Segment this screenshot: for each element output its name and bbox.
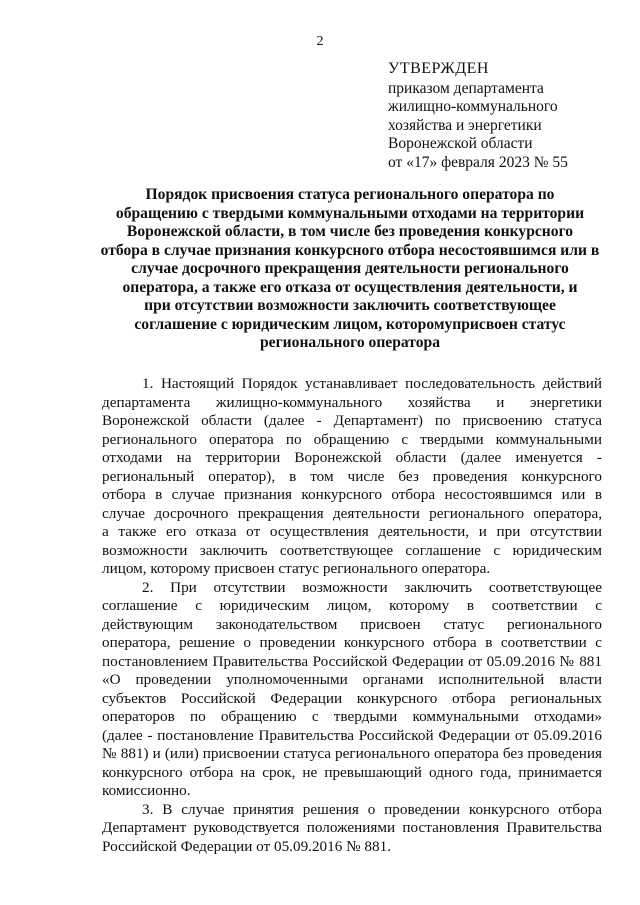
approval-line: жилищно-коммунального xyxy=(388,98,558,115)
text-line: оператора, решение о проведении конкурсного отбора в соответствии с xyxy=(102,634,602,651)
title-line: регионального оператора xyxy=(259,334,441,351)
text-line: действующим законодательством присвоен статус регионального xyxy=(102,615,602,633)
text-line: субъектов Российской Федерации конкурсного отбора региональных xyxy=(102,689,602,707)
paragraph-3 xyxy=(102,801,602,857)
title-line: Порядок присвоения статуса регионального оператора по xyxy=(145,186,555,203)
text-line: соглашение с юридическим лицом, которому в соответствии с xyxy=(102,597,602,614)
page-number: 2 xyxy=(316,34,324,49)
text-line: Российской Федерации от 05.09.2016 № 881. xyxy=(102,837,391,855)
text-line: 3. В случае принятия решения о проведении конкурсного отбора xyxy=(142,800,602,818)
text-line: 2. При отсутствии возможности заключить соответствующее xyxy=(142,578,602,596)
approval-title: УТВЕРЖДЕН xyxy=(388,60,489,77)
title-line: отбора в случае признания конкурсного отбора несостоявшимся или в xyxy=(100,241,600,259)
title-line: соглашение с юридическим лицом, которомуприсвоен статус xyxy=(134,315,566,333)
title-line: при отсутствии возможности заключить соответствующее xyxy=(144,297,556,314)
text-line: лицом, которому присвоен статус регионального оператора. xyxy=(102,560,491,577)
text-line: случае досрочного прекращения деятельности регионального оператора, xyxy=(102,504,602,522)
text-line: (далее - постановление Правительства Российской Федерации от 05.09.2016 xyxy=(102,726,602,744)
text-line: возможности заключить соответствующее соглашение с юридическим xyxy=(102,541,602,559)
document-body xyxy=(102,375,602,856)
text-line: а также его отказа от осуществления деятельности, и при отсутствии xyxy=(102,523,602,540)
text-line: регионального оператора по обращению с твердыми коммунальными xyxy=(102,430,602,448)
approval-date-line: от «17» февраля 2023 № 55 xyxy=(388,153,568,171)
text-line: конкурсного отбора на срок, не превышающий одного года, принимается xyxy=(102,763,602,781)
approval-line: хозяйства и энергетики xyxy=(388,116,542,134)
text-line: отходами на территории Воронежской области (далее именуется - xyxy=(102,449,602,466)
text-line: 1. Настоящий Порядок устанавливает последовательность действий xyxy=(142,375,602,392)
title-line: случае досрочного прекращения деятельности регионального xyxy=(131,260,569,277)
approval-line: Воронежской области xyxy=(388,135,533,152)
paragraph-2 xyxy=(102,579,602,801)
paragraph-1 xyxy=(102,375,602,579)
approval-stamp xyxy=(388,60,628,172)
text-line: отбора в случае признания конкурсного отбора несостоявшимся или в xyxy=(102,486,602,503)
document-title xyxy=(96,186,604,353)
text-line: операторов по обращению с твердыми коммунальными отходами» xyxy=(102,708,602,725)
text-line: департамента жилищно-коммунального хозяйства и энергетики xyxy=(102,393,602,411)
title-line: Воронежской области, в том числе без проведения конкурсного xyxy=(126,223,574,240)
text-line: Воронежской области (далее - Департамент) по присвоению статуса xyxy=(102,412,602,429)
title-line: оператора, а также его отказа от осуществления деятельности, и xyxy=(122,278,578,296)
title-line: обращению с твердыми коммунальными отходами на территории xyxy=(115,204,585,222)
text-line: региональный оператор), в том числе без проведения конкурсного xyxy=(102,467,602,485)
text-line: Департамент руководствуется положениями постановления Правительства xyxy=(102,819,602,836)
text-line: комиссионно. xyxy=(102,782,191,799)
approval-line: приказом департамента xyxy=(388,79,544,97)
text-line: «О проведении уполномоченными органами исполнительной власти xyxy=(102,671,602,688)
text-line: № 881) и (или) присвоении статуса регионального оператора без проведения xyxy=(102,745,602,762)
text-line: постановлением Правительства Российской Федерации от 05.09.2016 № 881 xyxy=(102,652,602,670)
